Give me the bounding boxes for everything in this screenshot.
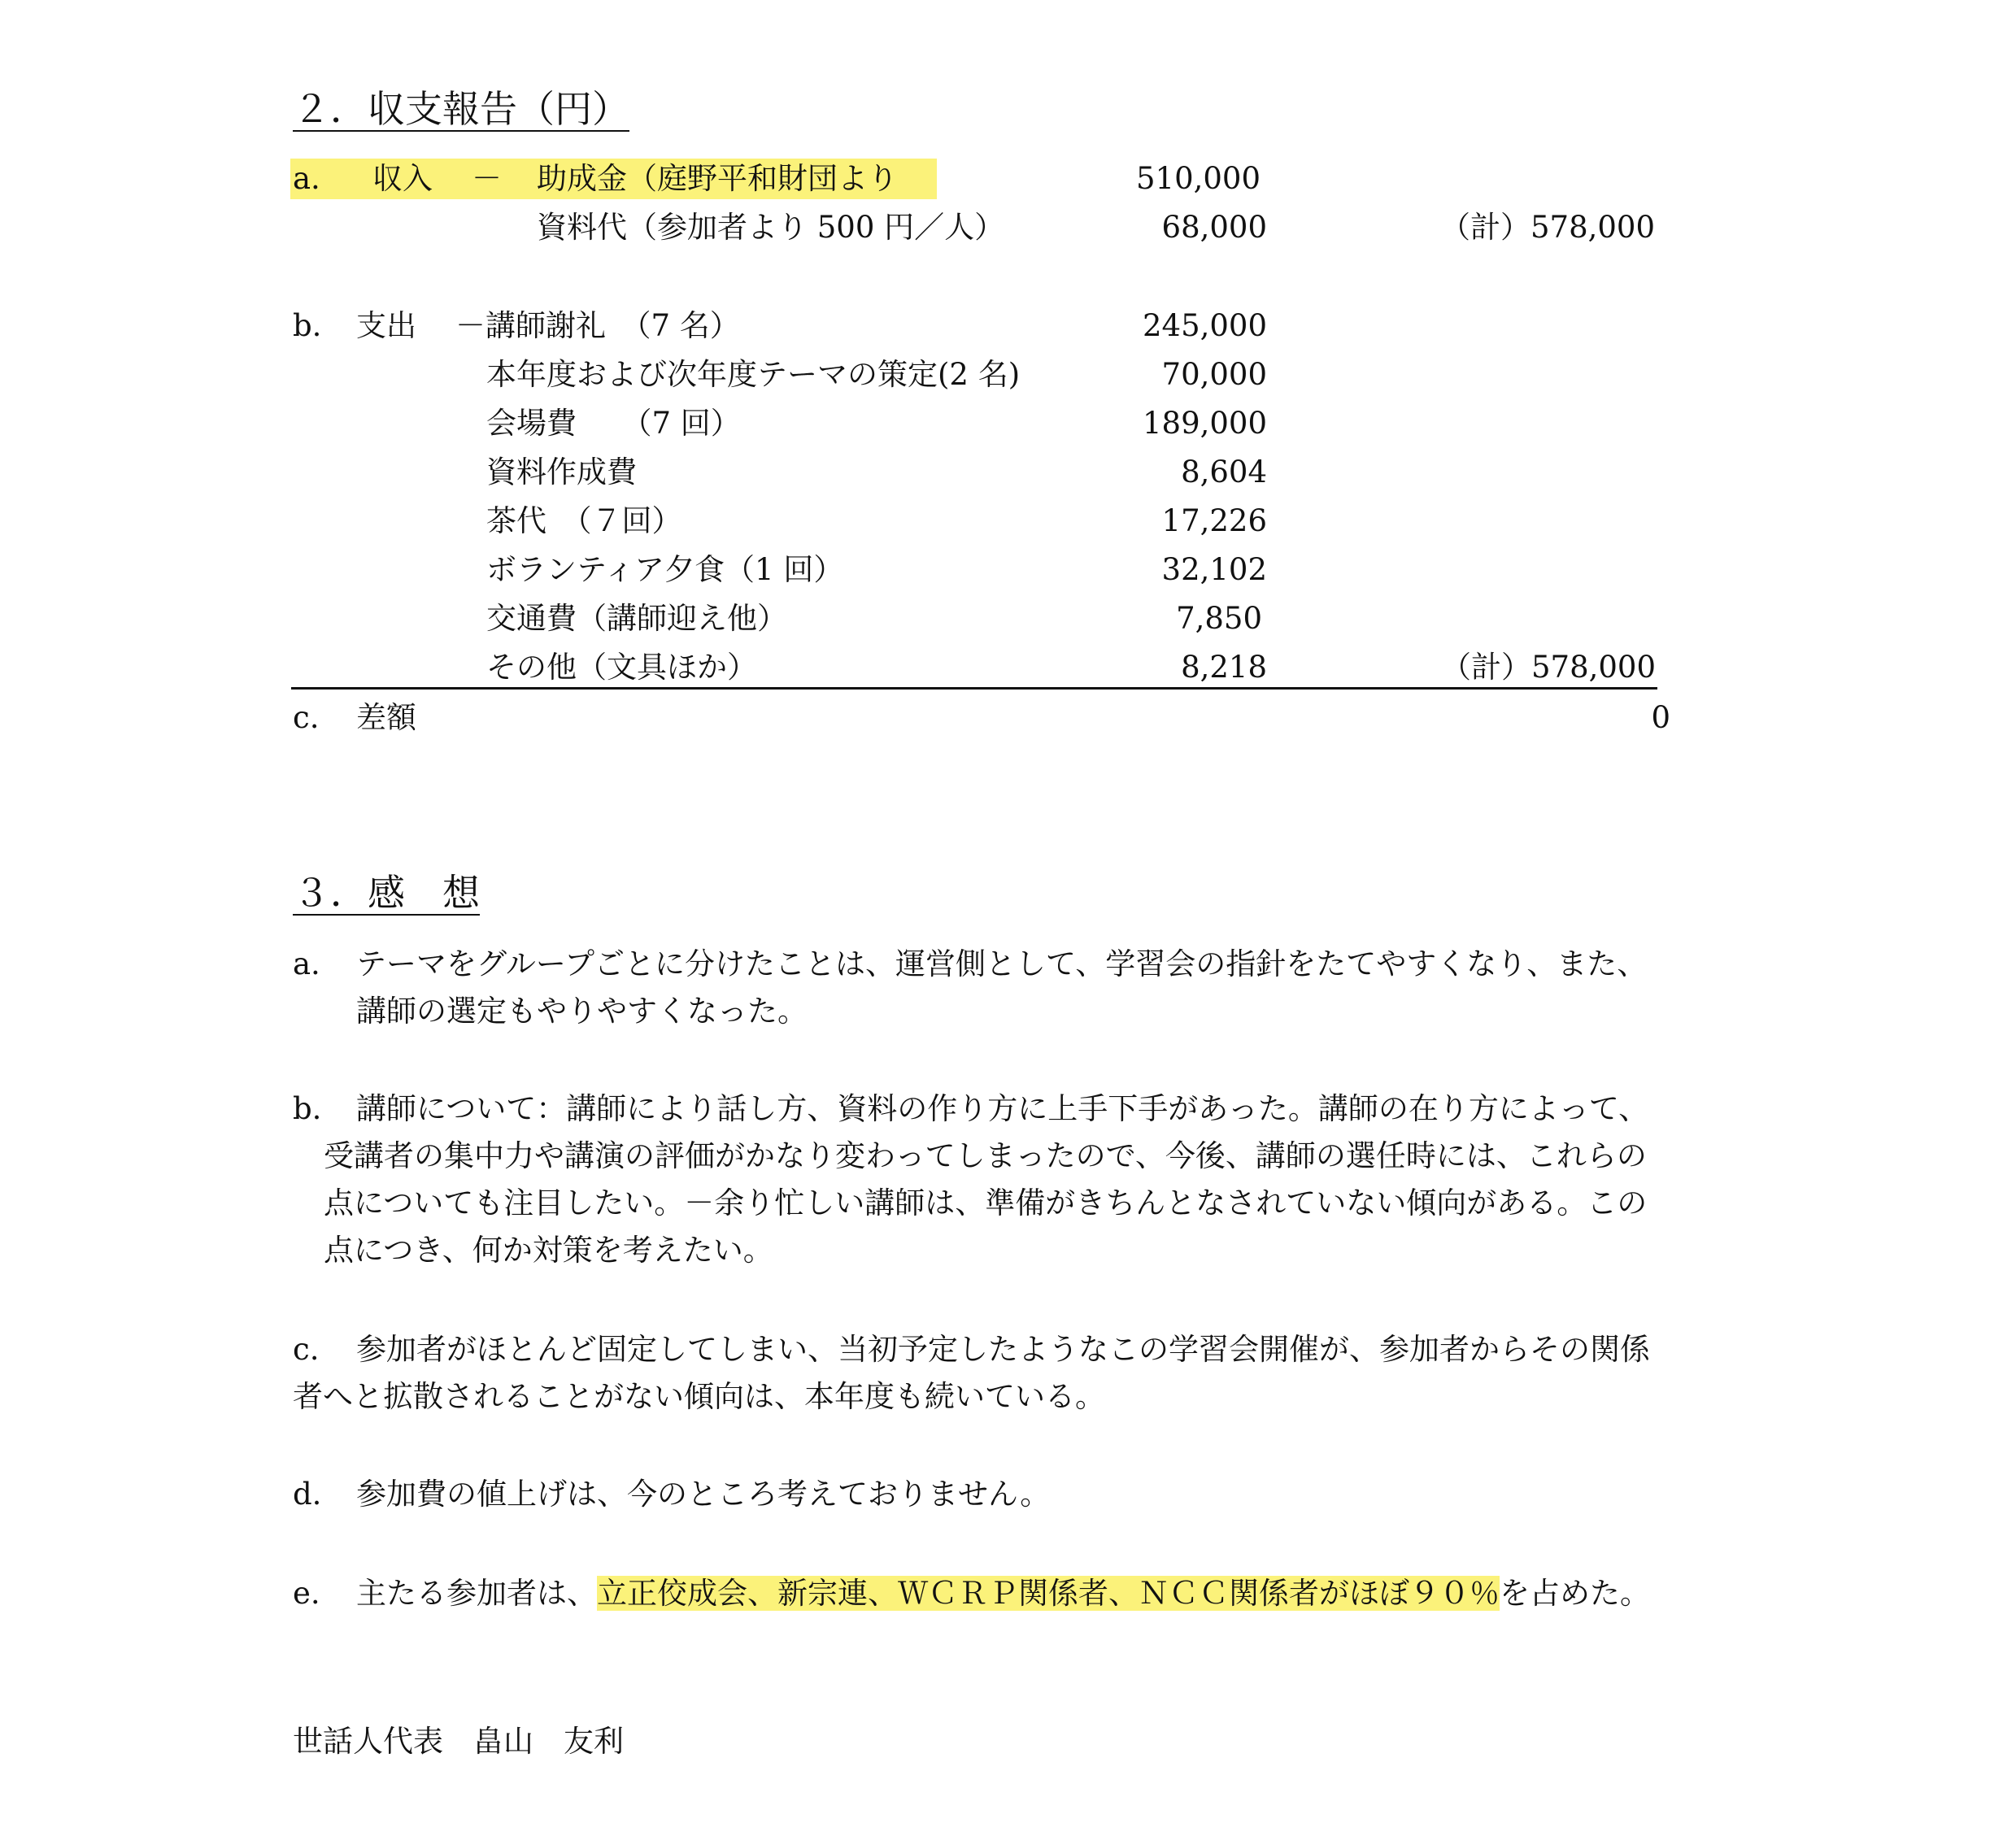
impression-c-line: 参加者がほとんど固定してしまい、当初予定したようなこの学習会開催が、参加者からその関係 bbox=[356, 1332, 1650, 1367]
impression-b-line: 講師について：講師により話し方、資料の作り方に上手下手があった。講師の在り方によって、 bbox=[356, 1091, 1649, 1126]
balance-letter: c. bbox=[293, 700, 320, 735]
income-letter: a. bbox=[293, 161, 320, 196]
signature: 世話人代表 畠山 友利 bbox=[293, 1724, 624, 1759]
expense-item-amount: 17,226 bbox=[1161, 503, 1267, 538]
expense-item-name: ボランティア夕食（1 回） bbox=[486, 552, 844, 587]
impression-e-text bbox=[356, 1573, 1650, 1615]
expense-item-amount: 7,850 bbox=[1176, 601, 1262, 636]
impression-c-letter: c. bbox=[293, 1332, 320, 1367]
income-fee-amount: 68,000 bbox=[1161, 210, 1267, 245]
impression-a-line: 講師の選定もやりやすくなった。 bbox=[356, 994, 808, 1029]
expense-item-amount: 70,000 bbox=[1161, 357, 1267, 392]
expense-letter: b. bbox=[293, 308, 322, 343]
expense-label: 支出 bbox=[356, 308, 416, 343]
impression-d-letter: d. bbox=[293, 1477, 322, 1512]
impression-b-line: 受講者の集中力や講演の評価がかなり変わってしまったので、今後、講師の選任時には、これらの bbox=[324, 1138, 1647, 1173]
expense-item-name: 交通費（講師迎え他） bbox=[486, 601, 787, 636]
impression-a-line: テーマをグループごとに分けたことは、運営側として、学習会の指針をたてやすくなり、また、 bbox=[356, 946, 1648, 981]
impression-c-line: 者へと拡散されることがない傾向は、本年度も続いている。 bbox=[293, 1379, 1105, 1414]
impression-d-text: 参加費の値上げは、今のところ考えておりません。 bbox=[356, 1477, 1051, 1512]
expense-item-name: その他（文具ほか） bbox=[486, 650, 757, 685]
impression-e-suffix: を占めた。 bbox=[1500, 1576, 1650, 1611]
impression-b-letter: b. bbox=[293, 1091, 322, 1126]
expense-item-name: 本年度および次年度テーマの策定(2 名) bbox=[486, 357, 1021, 392]
income-grant-amount: 510,000 bbox=[1135, 161, 1261, 196]
expense-item-amount: 32,102 bbox=[1161, 552, 1267, 587]
balance-amount: 0 bbox=[1651, 700, 1670, 735]
expense-item-amount: 8,604 bbox=[1181, 455, 1267, 489]
income-total: （計）578,000 bbox=[1439, 210, 1655, 245]
impression-e-prefix: 主たる参加者は、 bbox=[356, 1576, 597, 1611]
income-fee-item: 資料代（参加者より 500 円／人） bbox=[537, 210, 1005, 245]
income-dash: － bbox=[472, 161, 502, 196]
impression-b-line: 点についても注目したい。－余り忙しい講師は、準備がきちんとなされていない傾向がある。この bbox=[324, 1186, 1648, 1220]
expense-item-amount: 189,000 bbox=[1142, 406, 1267, 441]
balance-label: 差額 bbox=[356, 700, 416, 735]
expense-item-amount: 245,000 bbox=[1142, 308, 1267, 343]
impression-a-letter: a. bbox=[293, 946, 320, 981]
expense-item-amount: 8,218 bbox=[1181, 650, 1267, 685]
expense-item-name: 資料作成費 bbox=[486, 455, 637, 489]
impression-e-highlight: 立正佼成会、新宗連、ＷＣＲＰ関係者、ＮＣＣ関係者がほぼ９０％ bbox=[597, 1576, 1500, 1611]
expense-total: （計）578,000 bbox=[1440, 650, 1656, 685]
expense-item-name: 茶代 （７回） bbox=[486, 503, 682, 538]
impression-b-line: 点につき、何か対策を考えたい。 bbox=[324, 1233, 773, 1268]
income-label: 収入 bbox=[372, 161, 433, 196]
total-divider bbox=[291, 687, 1657, 690]
expense-item-name: 会場費 （7 回） bbox=[486, 406, 741, 441]
section-2-heading: ２．収支報告（円） bbox=[293, 87, 629, 131]
impression-e-letter: e. bbox=[293, 1576, 320, 1611]
section-3-heading: ３．感 想 bbox=[293, 871, 480, 915]
income-grant-item: 助成金（庭野平和財団より bbox=[537, 161, 898, 196]
expense-item-name: －講師謝礼 （7 名） bbox=[455, 308, 740, 343]
